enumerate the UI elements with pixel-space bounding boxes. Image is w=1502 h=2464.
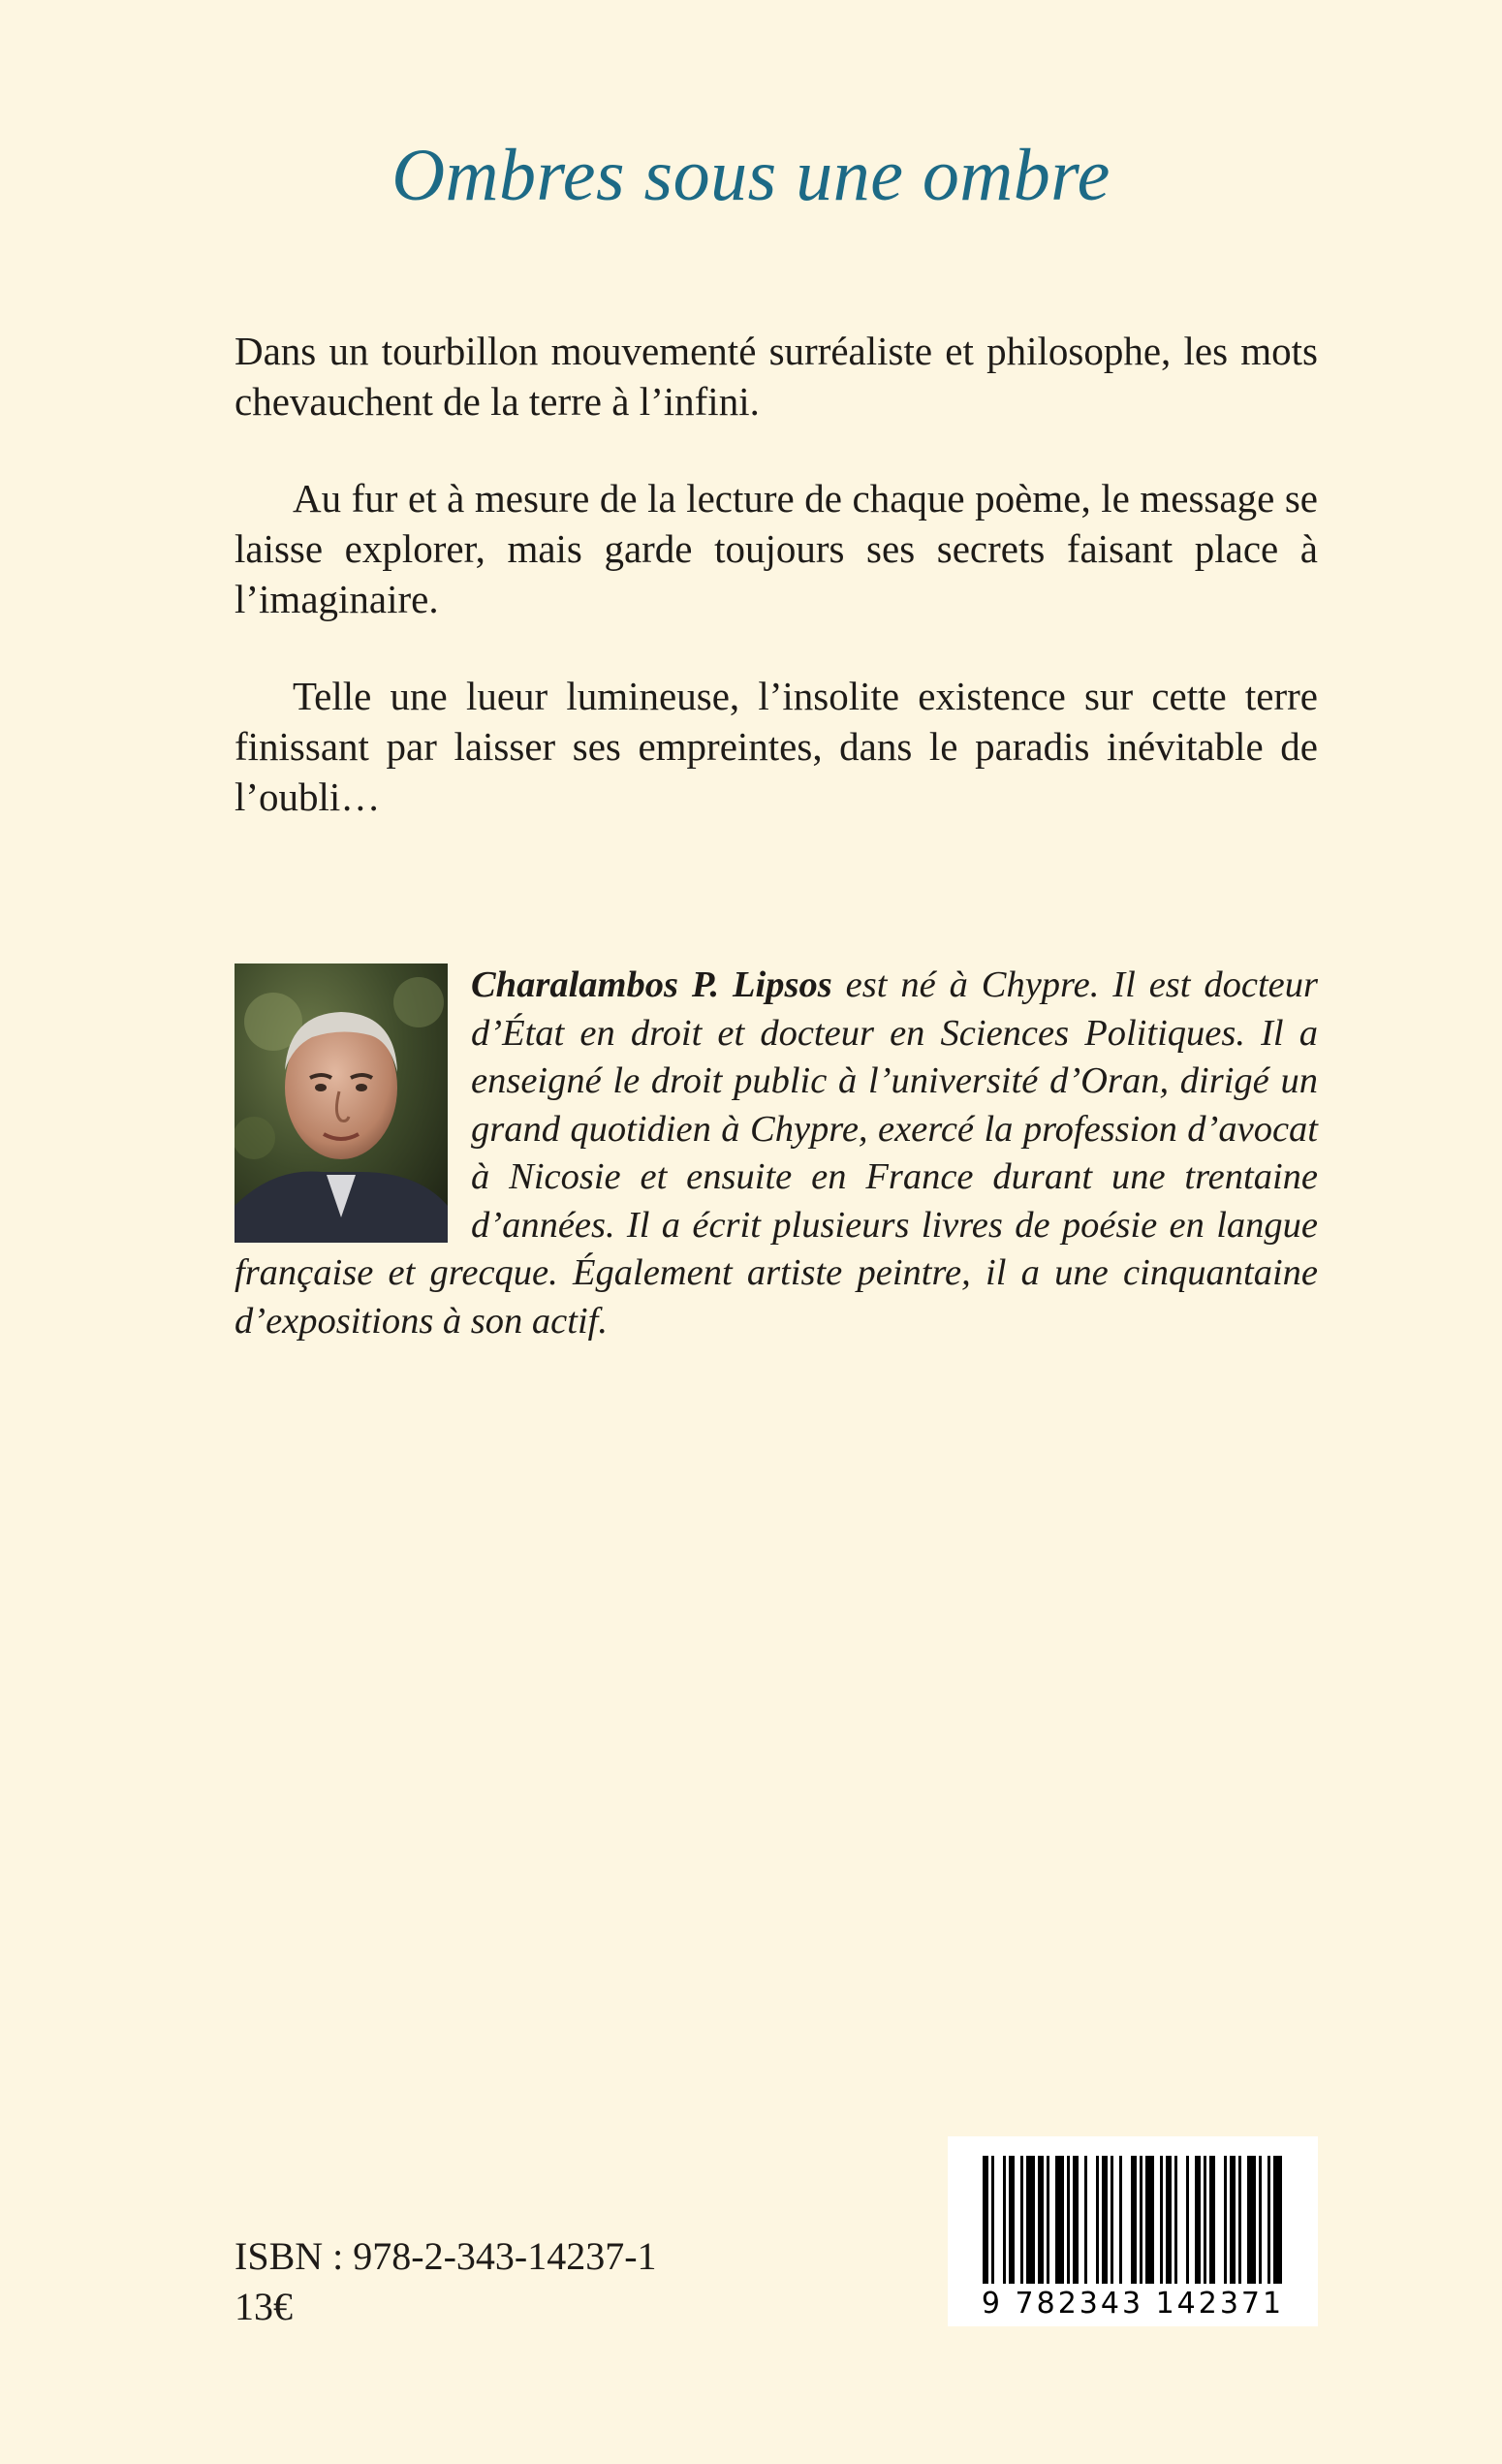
- publication-info: [235, 2231, 657, 2332]
- blurb-paragraph-3: Telle une lueur lumineuse, l’insolite existence sur cette terre finissant par laisser ses empreintes, dans le paradis inévitable de l’oubli…: [235, 674, 1318, 819]
- barcode-digits: 9 782343 142371: [981, 2287, 1285, 2321]
- author-name: Charalambos P. Lipsos: [471, 964, 832, 1005]
- blurb: [235, 326, 1318, 869]
- author-bio-text: est né à Chypre. Il est docteur d’État en droit et docteur en Sciences Politiques. Il a enseigné le droit public à l’université d’Oran, dirigé un grand quotidien à Chypre, exercé la profession d’avocat à Nicosie et ensuite en France durant une trentaine d’années. Il a écrit plusieurs livres de poésie en langue française et grecque. Également artiste peintre, il a une cinquantaine d’expositions à son actif.: [235, 964, 1319, 1342]
- author-bio: [235, 962, 1318, 1345]
- book-title: Ombres sous une ombre: [391, 135, 1111, 216]
- price: 13€: [235, 2285, 293, 2328]
- blurb-paragraph-2: Au fur et à mesure de la lecture de chaque poème, le message se laisse explorer, mais garde toujours ses secrets faisant place à l’imaginaire.: [235, 476, 1318, 621]
- author-photo: [235, 963, 448, 1243]
- blurb-paragraph-1: Dans un tourbillon mouvementé surréaliste et philosophe, les mots chevauchent de la terre à l’infini.: [235, 329, 1318, 424]
- isbn-number: ISBN : 978-2-343-14237-1: [235, 2234, 657, 2278]
- barcode: [948, 2136, 1318, 2326]
